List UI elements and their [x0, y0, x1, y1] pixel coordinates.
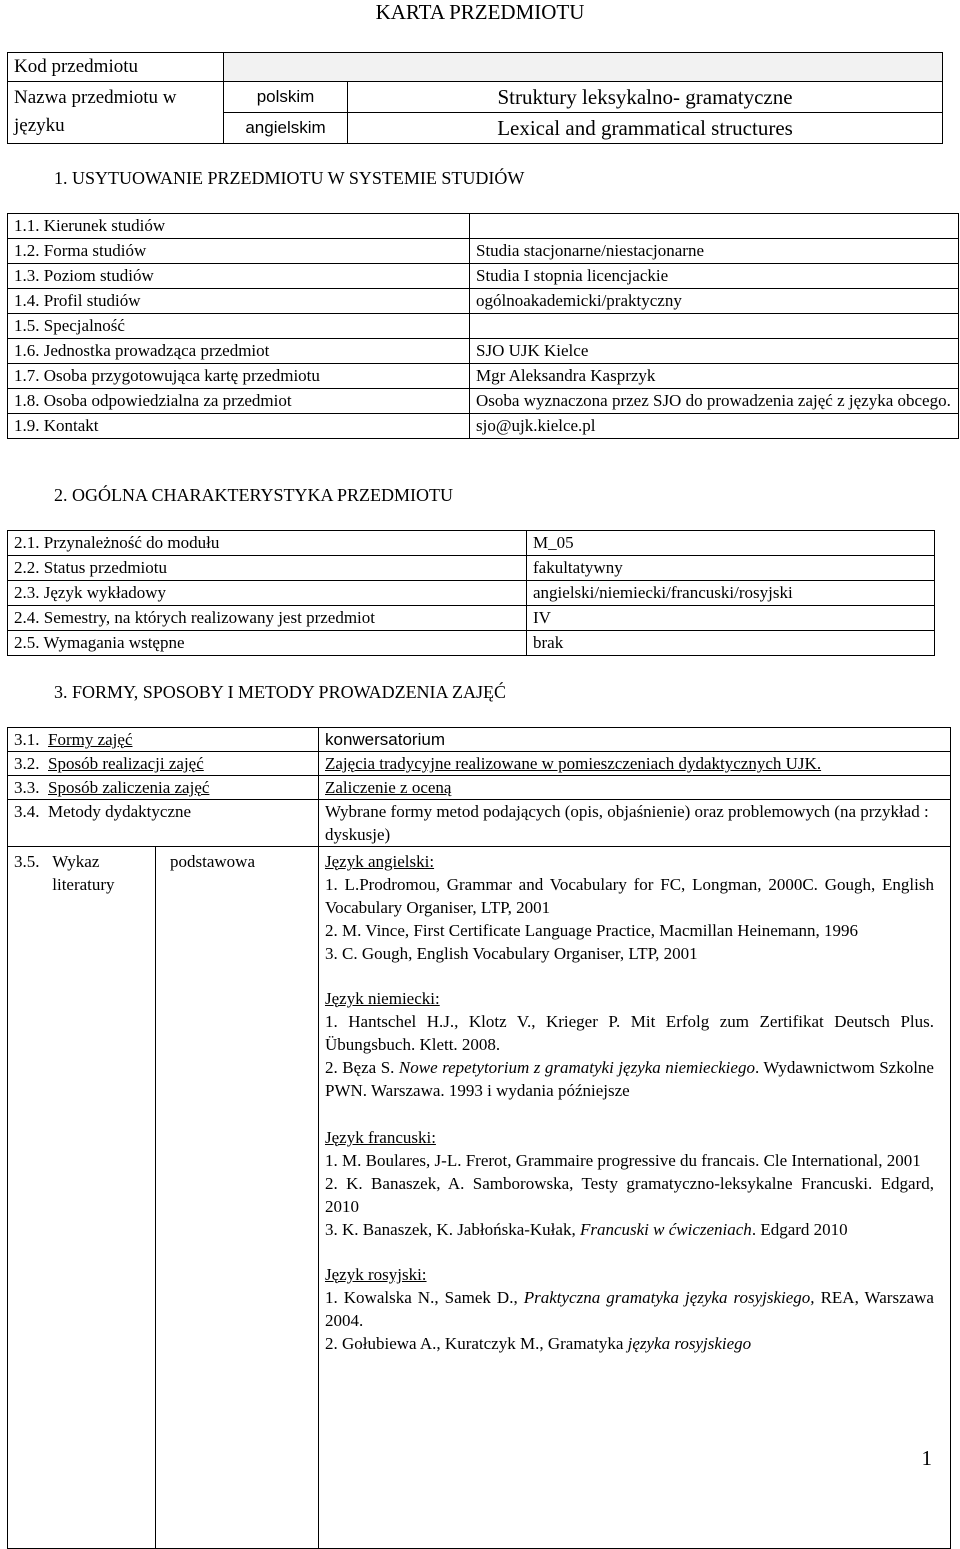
s1-value	[470, 214, 959, 239]
s2-label: 2.1. Przynależność do modułu	[8, 531, 527, 556]
s1-value: Mgr Aleksandra Kasprzyk	[470, 364, 959, 389]
s3-row4-label	[8, 800, 319, 847]
document-title: KARTA PRZEDMIOTU	[375, 0, 585, 24]
lit-ru-1-title: Praktyczna gramatyka języka rosyjskiego,	[523, 1288, 815, 1307]
s3-row3-text: Sposób zaliczenia zajęć	[48, 778, 210, 797]
code-value	[224, 53, 943, 82]
section3-table	[7, 727, 951, 1549]
s1-value: Osoba wyznaczona przez SJO do prowadzenia zajęć z języka obcego.	[470, 389, 959, 414]
section3-heading: 3. FORMY, SPOSOBY I METODY PROWADZENIA ZAJĘĆ	[54, 682, 507, 702]
s3-row3-value	[319, 776, 951, 800]
s3-row3-label	[8, 776, 319, 800]
s2-value: IV	[527, 606, 935, 631]
s2-value: M_05	[527, 531, 935, 556]
s1-label: 1.2. Forma studiów	[8, 239, 470, 264]
header-table	[7, 52, 943, 144]
s1-label: 1.5. Specjalność	[8, 314, 470, 339]
lit-en-3: 3. C. Gough, English Vocabulary Organiser, LTP, 2001	[325, 944, 698, 963]
lit-fr-3	[325, 1218, 934, 1241]
lit-fr-1: 1. M. Boulares, J-L. Frerot, Grammaire progressive du francais. Cle International, 2001	[325, 1151, 921, 1170]
s1-value: SJO UJK Kielce	[470, 339, 959, 364]
lit-ru-1-publisher: REA, Warszawa 2004.	[325, 1288, 934, 1330]
s3-row1-text: Formy zajęć	[48, 730, 133, 749]
s3-row4-text: Metody dydaktyczne	[48, 802, 192, 821]
s2-label: 2.4. Semestry, na których realizowany jest przedmiot	[8, 606, 527, 631]
s1-value	[470, 314, 959, 339]
lang-english: angielskim	[224, 113, 348, 144]
literature-cell	[319, 847, 951, 1549]
s3-row4-num: 3.4.	[14, 802, 40, 821]
s1-value: Studia stacjonarne/niestacjonarne	[470, 239, 959, 264]
lit-en-1: 1. L.Prodromou, Grammar and Vocabulary for FC, Longman, 2000C. Gough, English Vocabulary Organiser, LTP, 2001	[325, 875, 934, 917]
s1-label: 1.1. Kierunek studiów	[8, 214, 470, 239]
lit-de-1: 1. Hantschel H.J., Klotz V., Krieger P. Mit Erfolg zum Zertifikat Deutsch Plus. Übungsbuch. Klett. 2008.	[325, 1012, 934, 1054]
s3-row5-text: Wykaz literatury	[52, 852, 115, 894]
s3-row2-num: 3.2.	[14, 754, 40, 773]
s3-row5-sub: podstawowa	[156, 847, 319, 1549]
s1-label: 1.4. Profil studiów	[8, 289, 470, 314]
section1-heading: 1. USYTUOWANIE PRZEDMIOTU W SYSTEMIE STUDIÓW	[54, 168, 525, 188]
s3-row1-label	[8, 728, 319, 752]
lit-ru-2-author: 2. Gołubiewa A., Kuratczyk M., Gramatyka	[325, 1334, 628, 1353]
lit-de-2-author: 2. Bęza S.	[325, 1058, 399, 1077]
s1-value: Studia I stopnia licencjackie	[470, 264, 959, 289]
s3-row5-num: 3.5.	[14, 852, 40, 871]
lit-de-2-publisher: . Wydawnictwom Szkolne PWN. Warszawa. 1993 i wydania późniejsze	[325, 1058, 934, 1100]
s3-row1-value	[319, 728, 951, 752]
name-label: Nazwa przedmiotu w języku	[8, 82, 224, 144]
s3-row4-value: Wybrane formy metod podających (opis, objaśnienie) oraz problemowych (na przykład : dyskusje)	[319, 800, 951, 847]
lit-ru-1-author: 1. Kowalska N., Samek D.,	[325, 1288, 524, 1307]
s2-value: brak	[527, 631, 935, 656]
course-name-pl: Struktury leksykalno- gramatyczne	[348, 82, 943, 113]
s2-label: 2.3. Język wykładowy	[8, 581, 527, 606]
code-label: Kod przedmiotu	[8, 53, 224, 82]
lit-fr-2: 2. K. Banaszek, A. Samborowska, Testy gramatyczno-leksykalne Francuski. Edgard, 2010	[325, 1174, 934, 1216]
section1-table	[7, 213, 959, 439]
page-number: 1	[921, 1446, 932, 1470]
lit-fr-head: Język francuski:	[325, 1128, 436, 1147]
lit-fr-3-title: Francuski w ćwiczeniach	[579, 1220, 752, 1239]
s3-row3-num: 3.3.	[14, 778, 40, 797]
lit-ru-head: Język rosyjski:	[325, 1265, 427, 1284]
lit-en-2: 2. M. Vince, First Certificate Language Practice, Macmillan Heinemann, 1996	[325, 921, 859, 940]
s2-label: 2.2. Status przedmiotu	[8, 556, 527, 581]
forms-value: konwersatorium	[325, 730, 445, 749]
s3-row2-text: Sposób realizacji zajęć	[48, 754, 204, 773]
assessment-value: Zaliczenie z oceną	[325, 778, 452, 797]
lit-fr-3-publisher: . Edgard 2010	[751, 1220, 848, 1239]
lit-ru-2	[325, 1332, 934, 1355]
s1-label: 1.7. Osoba przygotowująca kartę przedmiotu	[8, 364, 470, 389]
lit-en-head: Język angielski:	[325, 852, 435, 871]
lit-de-2-title: Nowe repetytorium z gramatyki języka niemieckiego	[398, 1058, 755, 1077]
s1-value: ogólnoakademicki/praktyczny	[470, 289, 959, 314]
s1-label: 1.6. Jednostka prowadząca przedmiot	[8, 339, 470, 364]
s3-row2-label	[8, 752, 319, 776]
lit-de-head: Język niemiecki:	[325, 989, 440, 1008]
s2-value: fakultatywny	[527, 556, 935, 581]
course-name-en: Lexical and grammatical structures	[348, 113, 943, 144]
lit-fr-3-author: 3. K. Banaszek, K. Jabłońska-Kułak,	[325, 1220, 580, 1239]
s1-value: sjo@ujk.kielce.pl	[470, 414, 959, 439]
lit-de-2	[325, 1056, 934, 1102]
s1-label: 1.3. Poziom studiów	[8, 264, 470, 289]
s2-value: angielski/niemiecki/francuski/rosyjski	[527, 581, 935, 606]
s3-row2-value	[319, 752, 951, 776]
realization-value: Zajęcia tradycyjne realizowane w pomieszczeniach dydaktycznych UJK.	[325, 754, 822, 773]
s1-label: 1.9. Kontakt	[8, 414, 470, 439]
lang-polish: polskim	[224, 82, 348, 113]
section2-heading: 2. OGÓLNA CHARAKTERYSTYKA PRZEDMIOTU	[54, 485, 454, 505]
s2-label: 2.5. Wymagania wstępne	[8, 631, 527, 656]
s3-row1-num: 3.1.	[14, 730, 40, 749]
lit-ru-2-title: języka rosyjskiego	[627, 1334, 752, 1353]
s1-label: 1.8. Osoba odpowiedzialna za przedmiot	[8, 389, 470, 414]
s3-row5-label	[8, 847, 156, 1549]
section2-table	[7, 530, 935, 656]
lit-ru-1	[325, 1286, 934, 1332]
